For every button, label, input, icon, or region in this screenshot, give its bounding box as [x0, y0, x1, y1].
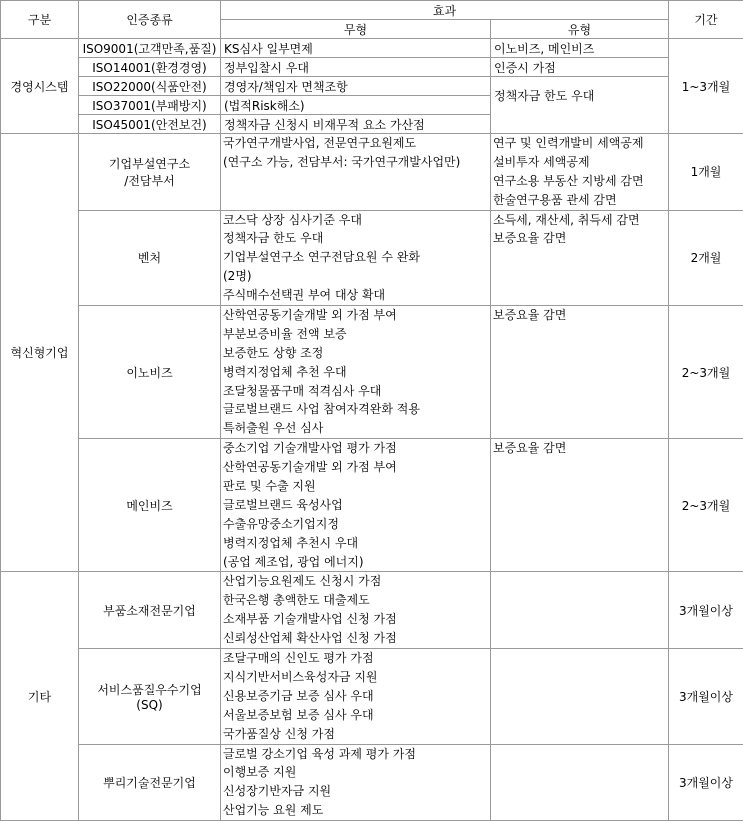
cert-name: 이노비즈 [79, 306, 221, 439]
tangible-effect: 정책자금 한도 우대 [491, 77, 669, 134]
period-cell: 3개월이상 [669, 572, 743, 649]
intangible-effect-item: 글로벌 강소기업 육성 과제 평가 가점 [221, 745, 490, 764]
intangible-effect-item: 조달청물품구매 적격심사 우대 [221, 382, 490, 401]
intangible-effect-item: 신뢰성산업체 확산사업 신청 가점 [221, 629, 490, 648]
intangible-effect-item: 국가품질상 신청 가점 [221, 725, 490, 744]
tangible-effect-item: 한술연구용품 관세 감면 [491, 191, 668, 210]
cert-name: 부품소재전문기업 [79, 572, 221, 649]
intangible-effect-list [221, 134, 491, 211]
intangible-effect-item: 보증한도 상향 조정 [221, 344, 490, 363]
period-cell: 2개월 [669, 210, 743, 305]
intangible-effect-item: 중소기업 기술개발사업 평가 가점 [221, 439, 490, 458]
cert-name: 벤처 [79, 210, 221, 305]
intangible-effect-item: 소재부품 기술개발사업 신청 가점 [221, 610, 490, 629]
intangible-effect-item: 산업기능 요원 제도 [221, 801, 490, 820]
table-row [1, 649, 743, 744]
intangible-effect-item: 특허출원 우선 심사 [221, 419, 490, 438]
period-cell: 1개월 [669, 134, 743, 211]
tangible-effect: 인증시 가점 [491, 58, 669, 77]
tangible-effect-item: 보증요율 감면 [491, 229, 668, 248]
intangible-effect-item: (공업 제조업, 광업 에너지) [221, 553, 490, 572]
intangible-effect-item: 조달구매의 신인도 평가 가점 [221, 649, 490, 668]
intangible-effect-item: 수출유망중소기업지정 [221, 515, 490, 534]
table-row [1, 77, 743, 96]
header-category: 구분 [1, 1, 79, 39]
intangible-effect: 정부입찰시 우대 [221, 58, 491, 77]
table-row [1, 39, 743, 58]
intangible-effect-item: 정책자금 한도 우대 [221, 229, 490, 248]
intangible-effect-item: 신용보증기금 보증 심사 우대 [221, 687, 490, 706]
tangible-effect-item: 보증요율 감면 [491, 439, 668, 458]
tangible-effect-list [491, 439, 669, 572]
tangible-effect-item: 설비투자 세액공제 [491, 153, 668, 172]
intangible-effect-item: 주식매수선택권 부여 대상 확대 [221, 286, 490, 305]
tangible-effect-list [491, 134, 669, 211]
table-row [1, 439, 743, 572]
cert-name: ISO22000(식품안전) [79, 77, 221, 96]
cert-name: 뿌리기술전문기업 [79, 744, 221, 821]
intangible-effect-list [221, 649, 491, 744]
intangible-effect: (법적Risk해소) [221, 96, 491, 115]
table-row [1, 134, 743, 211]
intangible-effect-item: 서울보증보험 보증 심사 우대 [221, 706, 490, 725]
intangible-effect-item: (2명) [221, 267, 490, 286]
cert-name: ISO9001(고객만족,품질) [79, 39, 221, 58]
cert-name: ISO14001(환경경영) [79, 58, 221, 77]
intangible-effect-item: 병력지정업체 추천시 우대 [221, 534, 490, 553]
period-cell: 2~3개월 [669, 439, 743, 572]
tangible-effect-list [491, 306, 669, 439]
cert-name: 서비스품질우수기업 (SQ) [79, 649, 221, 744]
intangible-effect-item: 글로벌브랜드 사업 참여자격완화 적용 [221, 400, 490, 419]
period-cell: 3개월이상 [669, 649, 743, 744]
intangible-effect-item: 산업기능요원제도 신청시 가점 [221, 572, 490, 591]
header-effect: 효과 [221, 1, 669, 20]
intangible-effect-item: 지식기반서비스육성자금 지원 [221, 668, 490, 687]
period-cell: 1~3개월 [669, 39, 743, 134]
table-row [1, 306, 743, 439]
intangible-effect-item: 부분보증비율 전액 보증 [221, 325, 490, 344]
group-body [1, 134, 743, 821]
intangible-effect-item: (연구소 가능, 전담부서: 국가연구개발사업만) [221, 153, 490, 172]
category-innovative: 혁신형기업 [1, 134, 79, 572]
tangible-effect-item: 보증요율 감면 [491, 306, 668, 325]
tangible-effect-list [491, 744, 669, 821]
cert-name: 메인비즈 [79, 439, 221, 572]
intangible-effect-item: 신성장기반자금 지원 [221, 782, 490, 801]
intangible-effect-list [221, 306, 491, 439]
header-period: 기간 [669, 1, 743, 39]
intangible-effect-item: 판로 및 수출 지원 [221, 477, 490, 496]
tangible-effect-list [491, 572, 669, 649]
intangible-effect-list [221, 744, 491, 821]
cert-name: 기업부설연구소 /전담부서 [79, 134, 221, 211]
intangible-effect: 정책자금 신청시 비재무적 요소 가산점 [221, 115, 491, 134]
intangible-effect-item: 기업부설연구소 연구전담요원 수 완화 [221, 248, 490, 267]
category-other: 기타 [1, 572, 79, 821]
intangible-effect-item: 코스닥 상장 심사기준 우대 [221, 211, 490, 230]
table-row [1, 210, 743, 305]
intangible-effect-list [221, 572, 491, 649]
period-cell: 3개월이상 [669, 744, 743, 821]
header-intangible: 무형 [221, 20, 491, 39]
tangible-effect: 이노비즈, 메인비즈 [491, 39, 669, 58]
tangible-effect-item: 연구 및 인력개발비 세액공제 [491, 134, 668, 153]
category-mgmt: 경영시스템 [1, 39, 79, 134]
intangible-effect-item: 산학연공동기술개발 외 가점 부여 [221, 458, 490, 477]
header-cert-type: 인증종류 [79, 1, 221, 39]
intangible-effect-item: 이행보증 지원 [221, 763, 490, 782]
cert-name: ISO45001(안전보건) [79, 115, 221, 134]
tangible-effect-list [491, 210, 669, 305]
cert-name: ISO37001(부패방지) [79, 96, 221, 115]
intangible-effect: 경영자/책임자 면책조항 [221, 77, 491, 96]
header-tangible: 유형 [491, 20, 669, 39]
table-row [1, 572, 743, 649]
tangible-effect-item: 소득세, 재산세, 취득세 감면 [491, 211, 668, 230]
tangible-effect-item: 연구소용 부동산 지방세 감면 [491, 172, 668, 191]
intangible-effect-item: 병력지정업체 추천 우대 [221, 363, 490, 382]
intangible-effect-item: 국가연구개발사업, 전문연구요원제도 [221, 134, 490, 153]
tangible-effect-list [491, 649, 669, 744]
intangible-effect-item: 글로벌브랜드 육성사업 [221, 496, 490, 515]
table-row [1, 58, 743, 77]
intangible-effect-item: 한국은행 총액한도 대출제도 [221, 591, 490, 610]
intangible-effect-list [221, 210, 491, 305]
period-cell: 2~3개월 [669, 306, 743, 439]
intangible-effect-list [221, 439, 491, 572]
intangible-effect-item: 산학연공동기술개발 외 가점 부여 [221, 306, 490, 325]
table-row [1, 744, 743, 821]
intangible-effect: KS심사 일부면제 [221, 39, 491, 58]
